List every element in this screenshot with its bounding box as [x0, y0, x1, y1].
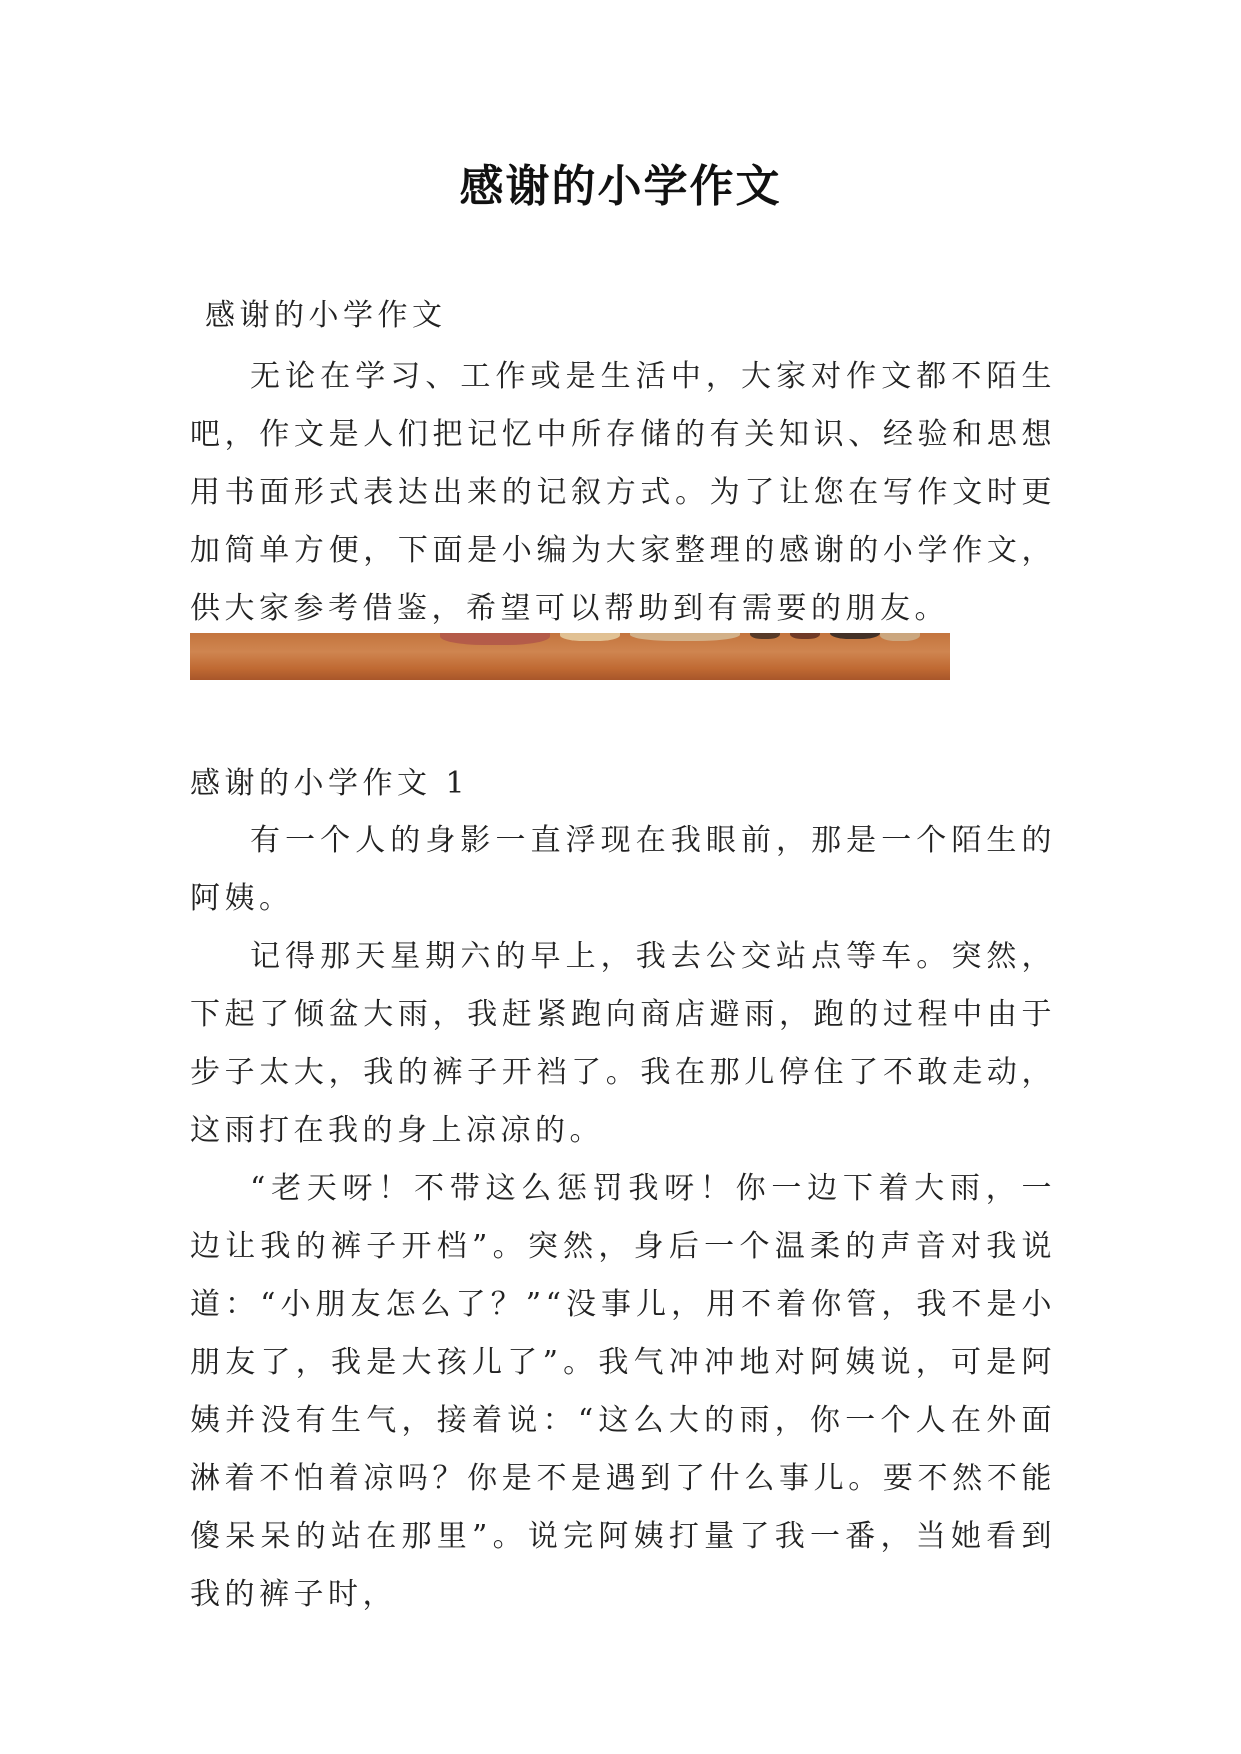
document-title: 感谢的小学作文	[459, 161, 782, 212]
essay-body	[190, 812, 1056, 1624]
section-heading: 感谢的小学作文 1	[190, 766, 470, 801]
decorative-image	[190, 633, 950, 680]
essay-paragraph: 有一个人的身影一直浮现在我眼前，那是一个陌生的阿姨。	[190, 823, 1056, 916]
essay-paragraph: “老天呀！不带这么惩罚我呀！你一边下着大雨，一边让我的裤子开档”。突然，身后一个温柔的声音对我说道：“小朋友怎么了？”“没事儿，用不着你管，我不是小朋友了，我是大孩儿了”。我气冲冲地对阿姨说，可是阿姨并没有生气，接着说：“这么大的雨，你一个人在外面淋着不怕着凉吗？你是不是遇到了什么事儿。要不然不能傻呆呆的站在那里”。说完阿姨打量了我一番，当她看到我的裤子时，	[190, 1171, 1056, 1612]
intro-paragraph: 无论在学习、工作或是生活中，大家对作文都不陌生吧，作文是人们把记忆中所存储的有关知识、经验和思想用书面形式表达出来的记叙方式。为了让您在写作文时更加简单方便，下面是小编为大家整理的感谢的小学作文，供大家参考借鉴，希望可以帮助到有需要的朋友。	[190, 359, 1056, 626]
document-subtitle: 感谢的小学作文	[205, 298, 447, 333]
intro-block	[190, 348, 1056, 638]
essay-paragraph: 记得那天星期六的早上，我去公交站点等车。突然，下起了倾盆大雨，我赶紧跑向商店避雨，跑的过程中由于步子太大，我的裤子开裆了。我在那儿停住了不敢走动，这雨打在我的身上凉凉的。	[190, 939, 1056, 1148]
